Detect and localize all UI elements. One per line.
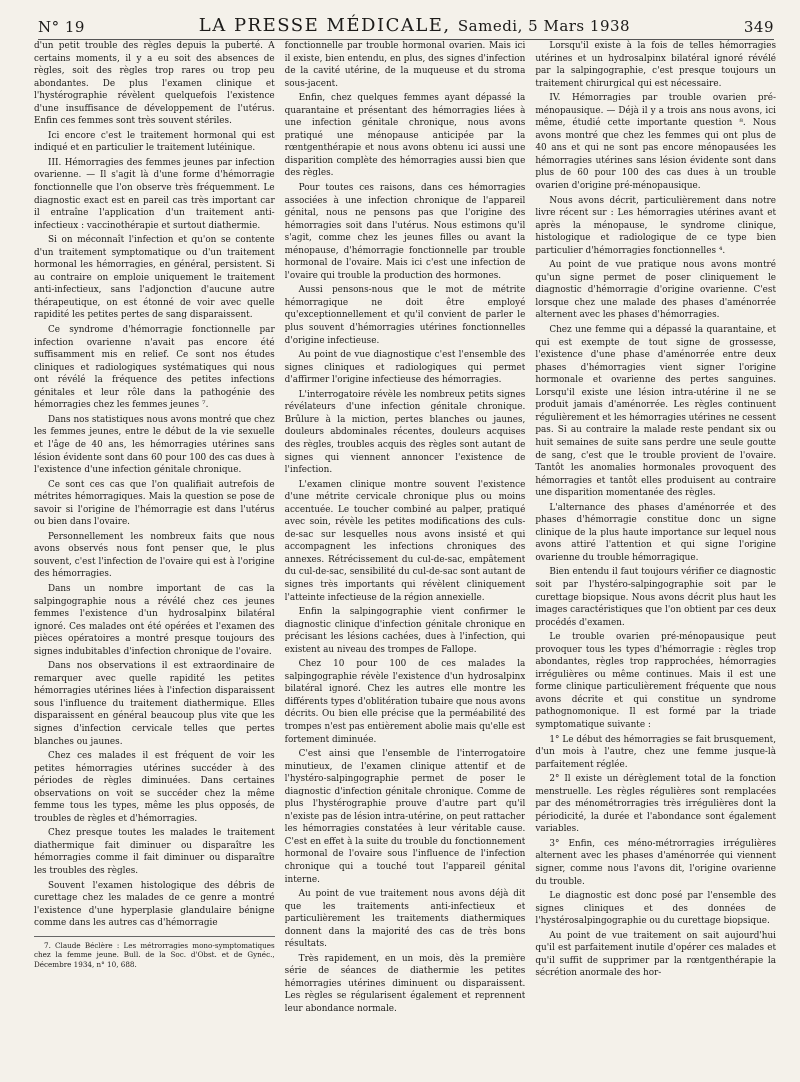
paragraph: d'un petit trouble des règles depuis la puberté. A certains moments, il y a eu soit des absences de règles, soit des règles trop rares ou trop peu abondantes. De plus l'examen clinique et l'hystérographie révèlent quelquefois l'existence d'une insuffisance de développement de l'utérus. Enfin ces femmes sont très souvent stériles. [34,41,275,127]
issue-date: Samedi, 5 Mars 1938 [457,17,631,35]
paragraph: Dans un nombre important de cas la salpingographie nous a révélé chez ces jeunes femmes l'existence d'un hydrosalpinx bilatéral ignoré. Ces malades ont été opérées et l'examen des pièces opératoires a montré presque toujours des signes indubitables d'infection chronique de l'ovaire. [34,583,275,657]
paragraph: Au point de vue traitement on sait aujourd'hui qu'il est parfaitement inutile d'opérer ces malades et qu'il suffit de supprimer par la rœntgenthérapie la sécrétion anormale des hor- [535,930,777,979]
paragraph: Dans nos observations il est extraordinaire de remarquer avec quelle rapidité les petites hémorragies utérines liées à l'infection disparaissent sous l'influence du traitement diathermique. Elles disparaissent en général beaucoup plus vite que les signes d'infection cervicale telles que pertes blanches ou jaunes. [34,661,275,747]
paragraph: Enfin la salpingographie vient confirmer le diagnostic clinique d'infection génitale chronique en précisant les lésions cachées, dues à l'infection, qui existent au niveau des trompes de Fallope. [284,607,526,655]
column-middle [285,40,526,1042]
paragraph: Ce sont ces cas que l'on qualifiait autrefois de métrites hémorragiques. Mais la question se pose de savoir si l'origine de l'hémorragie est dans l'utérus ou bien dans l'ovaire. [34,479,275,528]
paragraph: Ce syndrome d'hémorragie fonctionnelle par infection ovarienne n'avait pas encore été suffisamment mis en relief. Ce sont nos études cliniques et radiologiques systématiques qui nous ont révélé la fréquence des petites infections génitales et leur rôle dans la pathogénie des hémorragies chez les femmes jeunes ⁷. [34,325,275,411]
paragraph: L'alternance des phases d'aménorrée et des phases d'hémorragie constitue donc un signe clinique de la plus haute importance sur lequel nous avons attiré l'attention et qui signe l'origine ovarienne du trouble hémorragique. [535,502,777,563]
paragraph: Le diagnostic est donc posé par l'ensemble des signes cliniques et des données de l'hystérosalpingographie ou du curettage biopsique. [535,891,777,927]
footnote-text: 7. Claude Béclère : Les métrorragies mono-symptomatiques chez la femme jeune. Bull. de la Soc. d'Obst. et de Gynéc., Décembre 1934, n° 10, 688. [34,940,275,969]
paragraph: L'interrogatoire révèle les nombreux petits signes révélateurs d'une infection génitale chronique. Brûlure à la miction, pertes blanches ou jaunes, douleurs abdominales récentes, douleurs acquises des règles, troubles acquis des règles sont autant de signes qui viennent annoncer l'existence de l'infection. [284,389,526,476]
paragraph: Nous avons décrit, particulièrement dans notre livre récent sur : Les hémorragies utérines avant et après la ménopause, le syndrome clinique, histologique et radiologique de ce type bien particulier d'hémorragies fonctionnelles ⁴. [535,195,777,256]
issue-number: N° 19 [38,18,85,36]
paragraph: Bien entendu il faut toujours vérifier ce diagnostic soit par l'hystéro-salpingographie soit par le curettage biopsique. Nous avons décrit plus haut les images caractéristiques que l'on obtient par ces deux procédés d'examen. [535,567,777,628]
paragraph: Lorsqu'il existe à la fois de telles hémorragies utérines et un hydrosalpinx bilatéral ignoré révélé par la salpingographie, c'est presque toujours un traitement chirurgical qui est nécessaire. [535,41,777,89]
section-heading-paragraph: IV. Hémorragies par trouble ovarien pré-ménopausique. — Déjà il y a trois ans nous avons, ici même, étudié cette importante question ⁸. Nous avons montré que chez les femmes qui ont plus de 40 ans et qui ne sont pas encore ménopausées les hémorragies utérines sans lésion évidente sont dans plus de 60 pour 100 des cas dues à un trouble ovarien d'origine pré-ménopausique. [535,93,777,192]
paragraph: Dans nos statistiques nous avons montré que chez les femmes jeunes, entre le début de la vie sexuelle et l'âge de 40 ans, les hémorragies utérines sans lésion évidente sont dans 60 pour 100 des cas dues à l'existence d'une infection génitale chronique. [34,414,275,476]
journal-title [199,15,630,36]
page-header [38,8,774,40]
paragraph: Chez presque toutes les malades le traitement diathermique fait diminuer ou disparaître les hémorragies comme il fait diminuer ou disparaître les troubles des règles. [34,828,275,876]
paragraph: Pour toutes ces raisons, dans ces hémorragies associées à une infection chronique de l'appareil génital, nous ne pensons pas que l'origine des hémorragies soit dans l'utérus. Nous estimons qu'il s'agit, comme chez les jeunes filles ou avant la ménopause, d'hémorragie fonctionnelle par trouble hormonal de l'ovaire. Mais ici c'est une infection de l'ovaire qui trouble la production des hormones. [284,183,526,281]
paragraph: Aussi pensons-nous que le mot de métrite hémorragique ne doit être employé qu'exceptionnellement et qu'il convient de parler le plus souvent d'hémorragies utérines fonctionnelles d'origine infectieuse. [284,285,526,346]
paragraph: Le trouble ovarien pré-ménopausique peut provoquer tous les types d'hémorragie : règles trop abondantes, règles trop rapprochées, hémorragies irrégulières ou même continues. Mais il est une forme clinique particulièrement fréquente que nous avons décrite et qui constitue un syndrome pathognomonique. Il est formé par la triade symptomatique suivante : [535,632,777,730]
paragraph: Chez 10 pour 100 de ces malades la salpingographie révèle l'existence d'un hydrosalpinx bilatéral ignoré. Chez les autres elle montre les différents types d'oblitération tubaire que nous avons décrits. Ou bien elle précise que la perméabilité des trompes n'est pas entièrement abolie mais qu'elle est fortement diminuée. [284,659,526,745]
paragraph: fonctionnelle par trouble hormonal ovarien. Mais ici il existe, bien entendu, en plus, des signes d'infection de la cavité utérine, de la muqueuse et du stroma sous-jacent. [284,41,526,89]
paragraph: Chez une femme qui a dépassé la quarantaine, et qui est exempte de tout signe de grossesse, l'existence d'une phase d'aménorrée entre deux phases d'hémorragies vient signer l'origine hormonale et ovarienne des pertes sanguines. Lorsqu'il existe une lésion intra-utérine il ne se produit jamais d'aménorrée. Les règles continuent régulièrement et les hémorragies utérines ne cessent pas. Si au contraire la malade reste pendant six ou huit semaines de suite sans perdre une seule goutte de sang, c'est que le trouble provient de l'ovaire. Tantôt les anomalies hormonales provoquent des hémorragies et tantôt elles produisent au contraire une disparition momentanée des règles. [535,325,777,499]
paragraph: Enfin, chez quelques femmes ayant dépassé la quarantaine et présentant des hémorragies liées à une infection génitale chronique, nous avons pratiqué une ménopause anticipée par la rœntgenthérapie et nous avons obtenu ici aussi une disparition complète des hémorragies aussi bien que des règles. [284,93,526,179]
column-left [34,40,275,1042]
paragraph: 1° Le début des hémorragies se fait brusquement, d'un mois à l'autre, chez une femme jusque-là parfaitement réglée. [535,734,777,770]
footnote [34,936,275,970]
paragraph: Si on méconnaît l'infection et qu'on se contente d'un traitement symptomatique ou d'un traitement hormonal les hémorragies, en général, persistent. Si au contraire on emploie uniquement le traitement anti-infectieux, sans l'adjonction d'aucune autre thérapeutique, on est étonné de voir avec quelle rapidité les petites pertes de sang disparaissent. [34,235,275,321]
paragraph: C'est ainsi que l'ensemble de l'interrogatoire minutieux, de l'examen clinique attentif et de l'hystéro-salpingographie permet de poser le diagnostic d'infection génitale chronique. Comme de plus l'hystérographie prouve d'autre part qu'il n'existe pas de lésion intra-utérine, on peut rattacher les hémorragies constatées à leur véritable cause. C'est en effet à la suite du trouble du fonctionnement hormonal de l'ovaire sous l'influence de l'infection chronique qui a touché tout l'appareil génital interne. [284,749,526,885]
paragraph: Au point de vue traitement nous avons déjà dit que les traitements anti-infectieux et particulièrement les traitements diathermiques donnent dans la majorité des cas de très bons résultats. [284,889,526,950]
paragraph: 2° Il existe un dérèglement total de la fonction menstruelle. Les règles régulières sont remplacées par des ménométrorragies très irrégulières dont la périodicité, la durée et l'abondance sont également variables. [535,774,777,835]
paragraph: Ici encore c'est le traitement hormonal qui est indiqué et en particulier le traitement lutéinique. [34,130,275,154]
journal-name: LA PRESSE MÉDICALE, [198,15,451,36]
paragraph: Très rapidement, en un mois, dès la première série de séances de diathermie les petites hémorragies utérines diminuent ou disparaissent. Les règles se régularisent également et reprennent leur abondance normale. [284,953,526,1015]
paragraph: 3° Enfin, ces méno-métrorragies irrégulières alternent avec les phases d'aménorrée qui viennent signer, comme nous l'avons dit, l'origine ovarienne du trouble. [535,838,777,887]
paragraph: L'examen clinique montre souvent l'existence d'une métrite cervicale chronique plus ou moins accentuée. Le toucher combiné au palper, pratiqué avec soin, révèle les petites modifications des culs-de-sac sur lesquelles nous avons insisté et qui accompagnent les infections chroniques des annexes. Rétrécissement du cul-de-sac, empâtement du cul-de-sac, sensibilité du cul-de-sac sont autant de signes très importants qui révèlent cliniquement l'atteinte infectieuse de la région annexielle. [284,479,526,603]
column-right [535,40,776,1042]
paragraph: Chez ces malades il est fréquent de voir les petites hémorragies utérines succéder à des périodes de règles diminuées. Dans certaines observations on voit se succéder chez la même femme tous les types, même les plus opposés, de troubles de règles et d'hémorragies. [34,751,275,824]
paragraph: Personnellement les nombreux faits que nous avons observés nous font penser que, le plus souvent, c'est l'infection de l'ovaire qui est à l'origine des hémorragies. [34,531,275,580]
paragraph: Au point de vue diagnostique c'est l'ensemble des signes cliniques et radiologiques qui permet d'affirmer l'origine infectieuse des hémorragies. [284,350,526,386]
paragraph: Au point de vue pratique nous avons montré qu'un signe permet de poser cliniquement le diagnostic d'hémorragie d'origine ovarienne. C'est lorsque chez une malade des phases d'aménorrée alternent avec les phases d'hémorragies. [535,260,777,321]
page-number: 349 [743,18,774,36]
paragraph: Souvent l'examen histologique des débris de curettage chez les malades de ce genre a montré l'existence d'une hyperplasie glandulaire bénigne comme dans les autres cas d'hémorragie [34,880,275,929]
text-columns [34,40,776,1042]
section-heading-paragraph: III. Hémorragies des femmes jeunes par infection ovarienne. — Il s'agit là d'une forme d'hémorragie fonctionnelle que l'on observe très fréquemment. Le diagnostic exact est en pareil cas très important car il entraîne l'application d'un traitement anti-infectieux : vaccinothérapie et surtout diathermie. [34,157,275,231]
